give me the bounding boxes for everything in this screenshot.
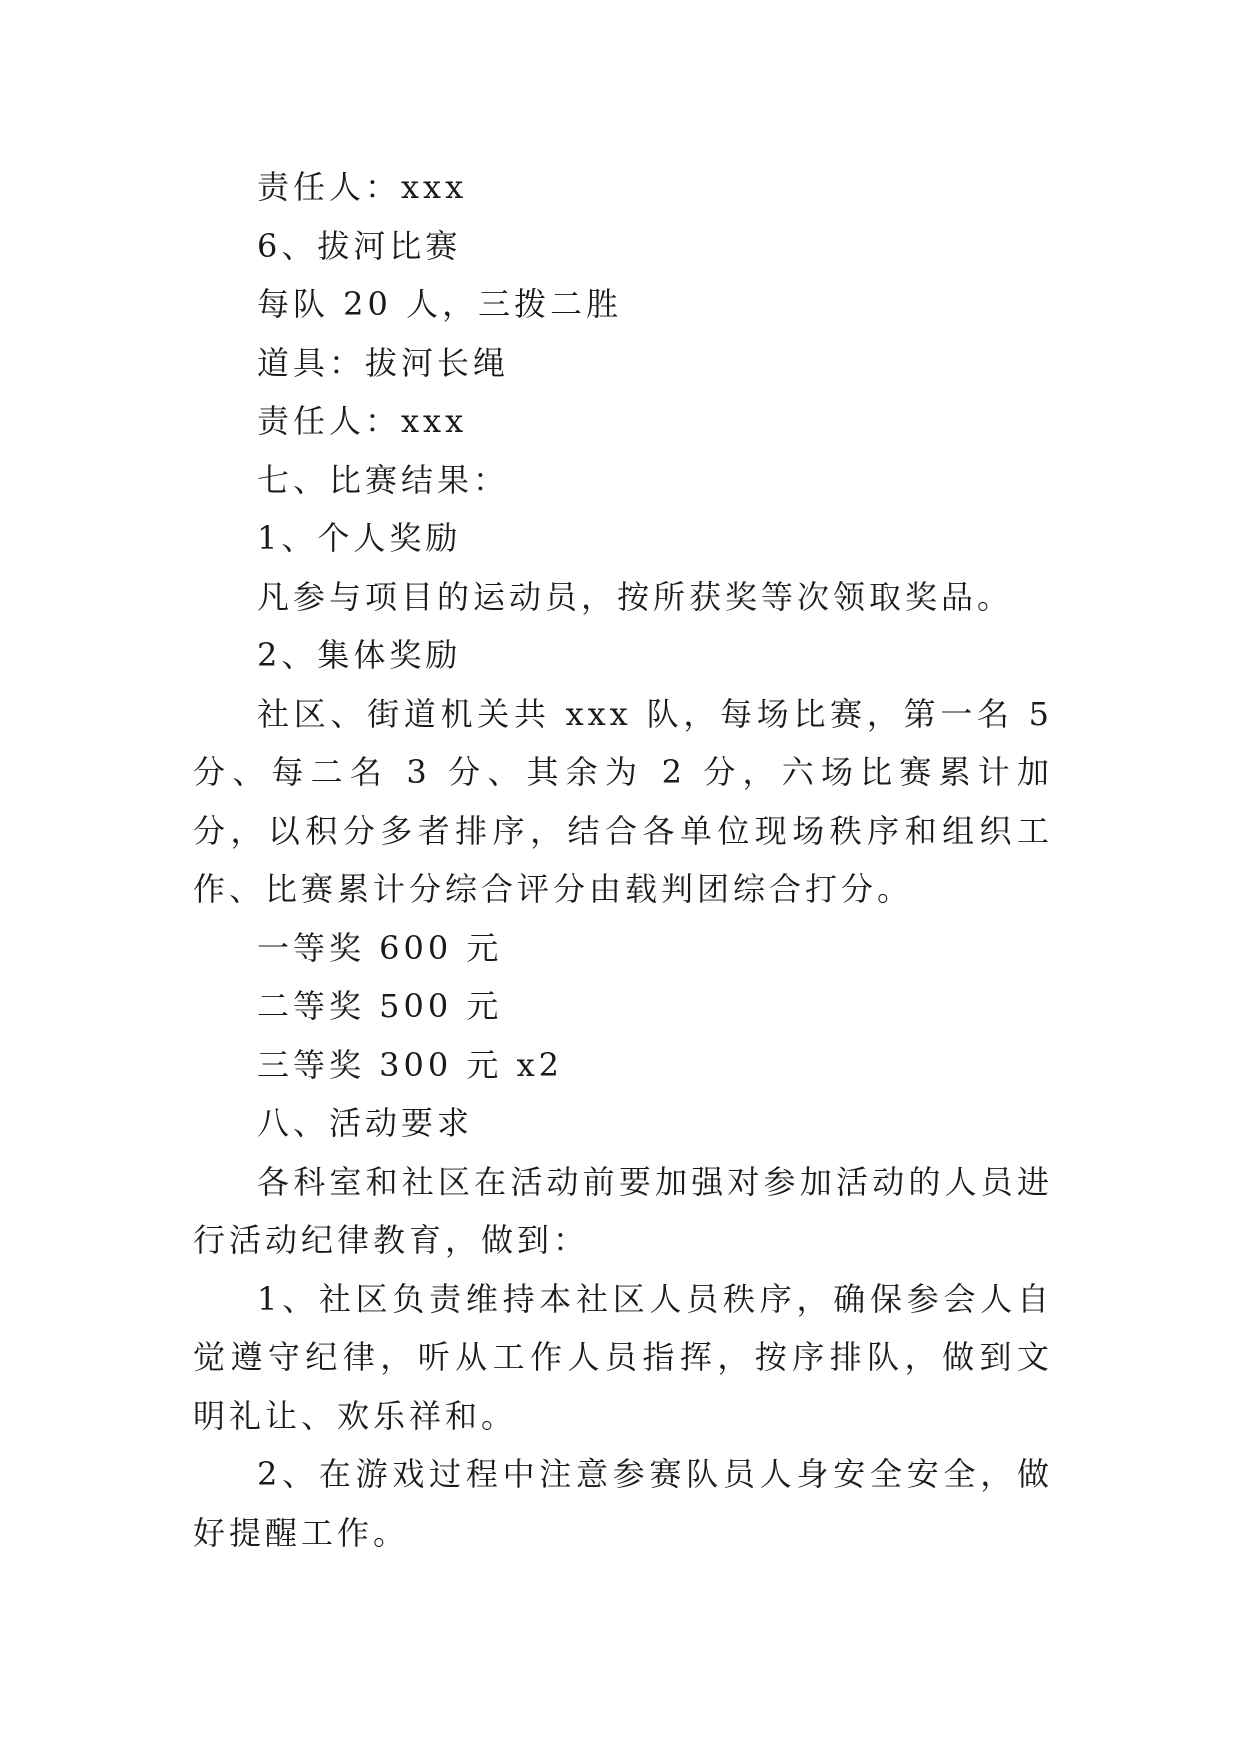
paragraph: 1、个人奖励 [257, 519, 462, 557]
paragraph: 6、拔河比赛 [257, 226, 462, 265]
document-body [193, 158, 1053, 1562]
paragraph: 二等奖 500 元 [257, 987, 503, 1025]
paragraph: 一等奖 600 元 [257, 928, 503, 967]
paragraph: 每队 20 人，三拨二胜 [257, 285, 623, 323]
paragraph: 2、在游戏过程中注意参赛队员人身安全安全，做好提醒工作。 [193, 1455, 1053, 1552]
section-heading: 八、活动要求 [257, 1104, 474, 1142]
paragraph: 责任人：xxx [257, 402, 468, 440]
paragraph: 道具：拔河长绳 [257, 343, 510, 382]
section-heading: 七、比赛结果： [257, 460, 510, 499]
paragraph: 社区、街道机关共 xxx 队，每场比赛，第一名 5 分、每二名 3 分、其余为 2 分，六场比赛累计加分，以积分多者排序，结合各单位现场秩序和组织工作、比赛累计分综合评分由载判团综合打分。 [193, 694, 1053, 908]
paragraph: 2、集体奖励 [257, 636, 462, 674]
paragraph: 凡参与项目的运动员，按所获奖等次领取奖品。 [257, 577, 1014, 616]
paragraph: 各科室和社区在活动前要加强对参加活动的人员进行活动纪律教育，做到： [193, 1162, 1053, 1259]
paragraph: 责任人：xxx [257, 168, 468, 206]
paragraph: 1、社区负责维持本社区人员秩序，确保参会人自觉遵守纪律，听从工作人员指挥，按序排队，做到文明礼让、欢乐祥和。 [193, 1279, 1053, 1435]
paragraph: 三等奖 300 元 x2 [257, 1045, 564, 1084]
